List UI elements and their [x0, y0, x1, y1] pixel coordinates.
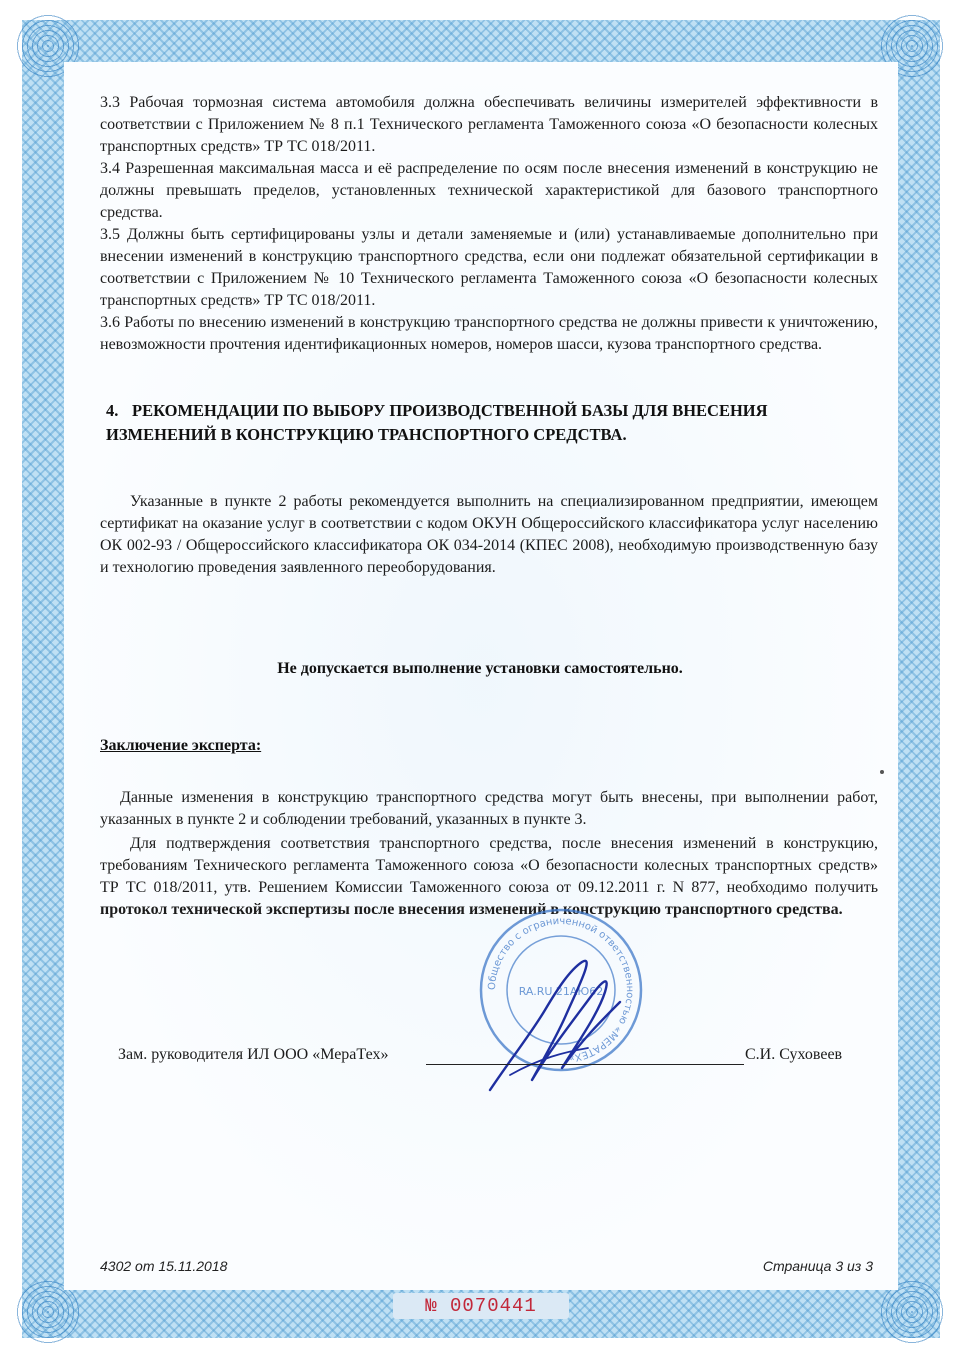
section-4-heading — [106, 399, 866, 447]
clause-3-5: 3.5 Должны быть сертифицированы узлы и детали заменяемые и (или) устанавливаемые дополнительно при внесении изменений в конструкцию транспортного средства, если они подлежат обязательной сертификации в соответствии с Приложением № 10 Технического регламента Таможенного союза «О безопасности колесных транспортных средств» ТР ТС 018/2011. — [100, 226, 878, 309]
conclusion-paragraph-1: Данные изменения в конструкцию транспортного средства могут быть внесены, при выполнении работ, указанных в пункте 2 и соблюдении требований, указанных в пункте 3. — [100, 789, 878, 828]
clause-3-6: 3.6 Работы по внесению изменений в конструкцию транспортного средства не должны привести к уничтожению, невозможности прочтения идентификационных номеров, номеров шасси, кузова транспортного средства. — [100, 314, 878, 353]
conclusion-paragraph-2-text: Для подтверждения соответствия транспортного средства, после внесения изменений в конструкцию, требованиям Технического регламента Таможенного союза «О безопасности колесных транспортных средств» ТР ТС 018/2011, утв. Решением Комиссии Таможенного союза от 09.12.2011 г. N 877, необходимо получить — [100, 835, 878, 896]
conclusion-title: Заключение эксперта: — [100, 737, 262, 754]
signature-line — [426, 1064, 744, 1065]
warning-note: Не допускается выполнение установки самостоятельно. — [277, 660, 683, 677]
section-4-title: РЕКОМЕНДАЦИИ ПО ВЫБОРУ ПРОИЗВОДСТВЕННОЙ БАЗЫ ДЛЯ ВНЕСЕНИЯ ИЗМЕНЕНИЙ В КОНСТРУКЦИЮ ТРАНСПОРТНОГО СРЕДСТВА. — [106, 401, 768, 444]
scan-speck — [880, 770, 884, 774]
conclusion-paragraph-2-bold: протокол технической экспертизы после внесения изменений в конструкцию транспортного средства. — [100, 901, 843, 918]
stamp-center-text: RA.RU.21АЮ62 — [518, 985, 604, 998]
form-serial-number: № 0070441 — [393, 1293, 569, 1319]
stamp-ring-text: Общество с ограниченной ответственностью «МЕРАТЕХ» — [486, 915, 636, 1064]
document-reference: 4302 от 15.11.2018 — [100, 1258, 228, 1274]
handwritten-signature — [470, 940, 640, 1100]
clauses-block — [100, 92, 878, 356]
recommendation-paragraph: Указанные в пункте 2 работы рекомендуется выполнить на специализированном предприятии, имеющем сертификат на оказание услуг в соответствии с кодом ОКУН Общероссийского классификатора услуг населению ОК 002-93 / Общероссийского классификатора ОК 034-2014 (КПЕС 2008), необходимую производственную базу и технологию проведения заявленного переоборудования. — [100, 493, 878, 576]
page-number: Страница 3 из 3 — [762, 1258, 873, 1274]
section-4-number: 4. — [106, 401, 119, 420]
signatory-role: Зам. руководителя ИЛ ООО «МераТех» — [118, 1046, 389, 1063]
signatory-name: С.И. Суховеев — [745, 1046, 843, 1063]
clause-3-3: 3.3 Рабочая тормозная система автомобиля должна обеспечивать величины измерителей эффективности в соответствии с Приложением № 8 п.1 Технического регламента Таможенного союза «О безопасности колесных транспортных средств» ТР ТС 018/2011. — [100, 94, 878, 155]
clause-3-4: 3.4 Разрешенная максимальная масса и её распределение по осям после внесения изменений в конструкцию не должны превышать пределов, установленных технической характеристикой для базового транспортного средства. — [100, 160, 878, 221]
